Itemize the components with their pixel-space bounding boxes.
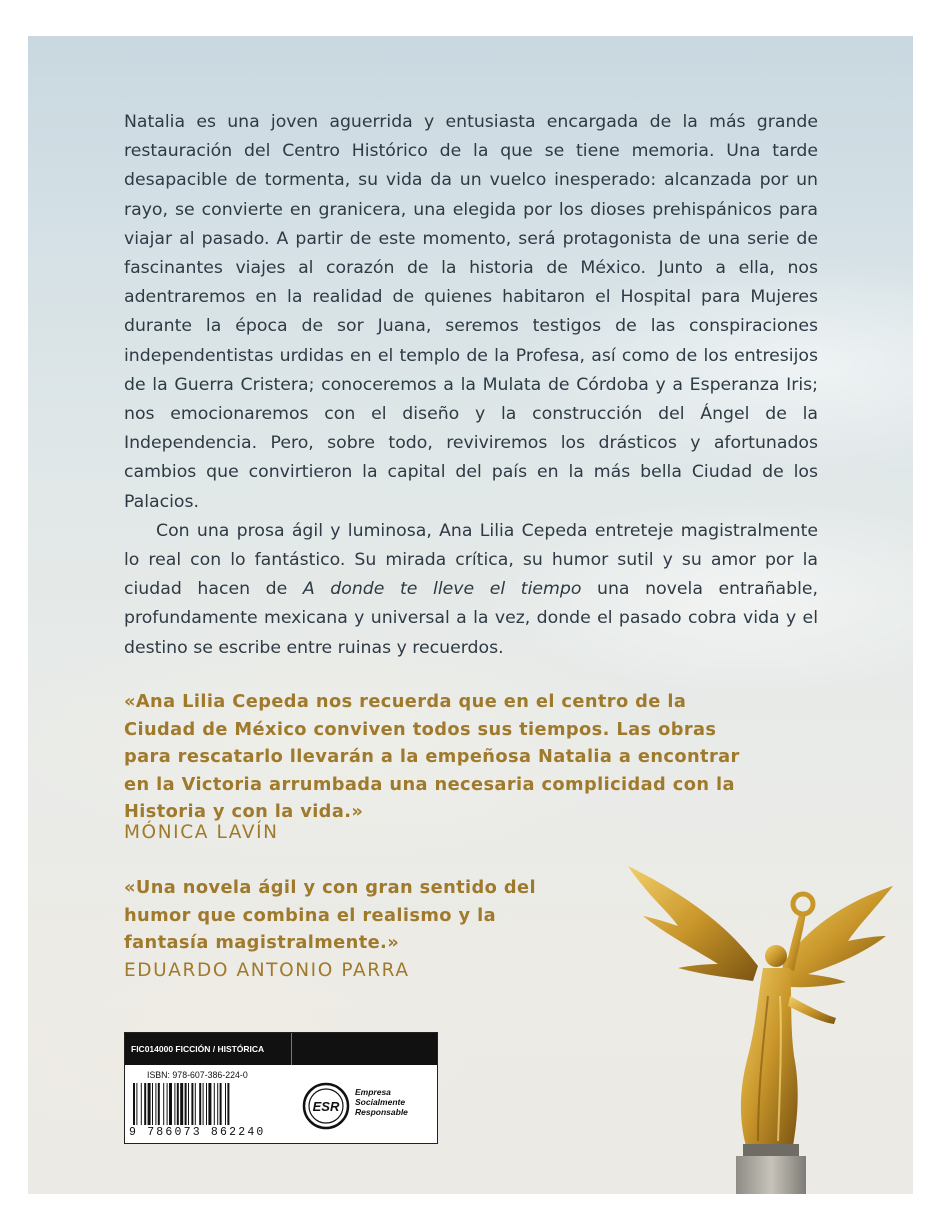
review-quote-1: «Ana Lilia Cepeda nos recuerda que en el centro de la Ciudad de México conviven todos sus tiempos. Las obras para rescatarlo llevarán a la empeñosa Natalia a encontrar en la Victoria arrumbada una necesaria complicidad con la Historia y con la vida.» <box>124 691 740 823</box>
barcode-number: 9 786073 862240 <box>129 1126 266 1139</box>
barcode-panel <box>124 1032 438 1144</box>
esr-line-3: Responsable <box>355 1107 408 1117</box>
category-bar-divider <box>291 1033 292 1065</box>
category-label: FIC014000 FICCIÓN / HISTÓRICA <box>131 1044 265 1054</box>
review-author-1: MÓNICA LAVÍN <box>124 822 279 843</box>
esr-line-2: Socialmente <box>355 1097 406 1107</box>
synopsis-text-before: Con una prosa ágil y luminosa, Ana Lilia Cepeda entreteje magistralmente lo real con lo fantástico. Su mirada crítica, su humor sutil y su amor por la ciudad hacen de <box>124 520 818 600</box>
review-quote-2: «Una novela ágil y con gran sentido del humor que combina el realismo y la fantasía magistralmente.» <box>124 877 536 954</box>
synopsis-text-after: una novela entrañable, profundamente mexicana y universal a la vez, donde el pasado cobra vida y el destino se escribe entre ruinas y recuerdos. <box>124 579 819 658</box>
esr-logo-icon <box>301 1081 351 1131</box>
esr-line-1: Empresa <box>355 1087 391 1097</box>
esr-caption <box>355 1087 435 1117</box>
back-cover <box>28 36 913 1194</box>
barcode-icon <box>131 1083 287 1127</box>
synopsis-paragraph-2 <box>124 517 818 663</box>
esr-logo-text: ESR <box>312 1099 340 1114</box>
isbn-label: ISBN: 978-607-386-224-0 <box>147 1070 248 1080</box>
book-title: A donde te lleve el tiempo <box>302 579 582 600</box>
angel-statue-image <box>608 856 908 1194</box>
synopsis <box>124 108 818 663</box>
category-bar <box>125 1033 437 1065</box>
review-author-2: EDUARDO ANTONIO PARRA <box>124 960 410 981</box>
synopsis-paragraph-1: Natalia es una joven aguerrida y entusiasta encargada de la más grande restauración del Centro Histórico de la que se tiene memoria. Una tarde desapacible de tormenta, su vida da un vuelco inesperado: alcanzada por un rayo, se convierte en granicera, una elegida por los dioses prehispánicos para viajar al pasado. A partir de este momento, será protagonista de una serie de fascinantes viajes al corazón de la historia de México. Junto a ella, nos adentraremos en la realidad de quienes habitaron el Hospital para Mujeres durante la época de sor Juana, seremos testigos de las conspiraciones independentistas urdidas en el templo de la Profesa, así como de los entresijos de la Guerra Cristera; conoceremos a la Mulata de Córdoba y a Esperanza Iris; nos emocionaremos con el diseño y la construcción del Ángel de la Independencia. Pero, sobre todo, reviviremos los drásticos y afortunados cambios que convirtieron la capital del país en la más bella Ciudad de los Palacios. <box>124 112 818 512</box>
